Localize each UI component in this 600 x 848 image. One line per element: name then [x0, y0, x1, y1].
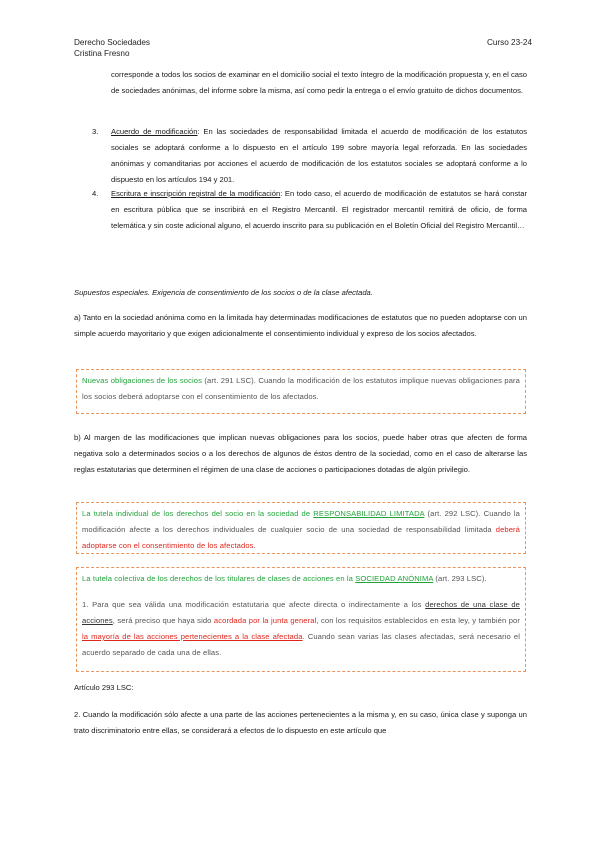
callout-3-class-rights: derechos de una clase de acciones	[82, 600, 520, 625]
callout-3-title	[82, 571, 520, 587]
callout-new-obligations	[76, 369, 526, 414]
list-item-4-text: : En todo caso, el acuerdo de modificación de estatutos se hará constar en escritura pública que se inscribirá en el Registro Mercantil. El registrador mercantil remitirá de oficio, de forma telemática y sin coste adicional alguno, el acuerdo inscrito para su publicación en el Boletín Oficial del Registro Mercantil…	[111, 189, 527, 230]
author-name: Cristina Fresno	[74, 49, 130, 58]
callout-1-text: (art. 291 LSC). Cuando la modificación de los estatutos implique nuevas obligaciones para los socios deberá adoptarse con el consentimiento de los afectados.	[82, 376, 520, 401]
callout-3-general-meeting: acordada por la junta general	[213, 616, 317, 625]
list-item-3	[111, 124, 527, 188]
course-year: Curso 23-24	[486, 38, 532, 47]
callout-2-ref: (art. 292 LSC).	[424, 509, 484, 518]
callout-3-ref: (art. 293 LSC).	[433, 574, 487, 583]
callout-collective-protection	[76, 567, 526, 672]
list-number-4: 4.	[92, 189, 99, 198]
continuation-paragraph: corresponde a todos los socios de examinar en el domicilio social el texto íntegro de la modificación propuesta y, en el caso de sociedades anónimas, del informe sobre la misma, así como pedir la entrega o el envío gratuito de dichos documentos.	[111, 70, 527, 95]
callout-3-p-end: . Cuando sean varias las clases afectadas, será necesario el acuerdo separado de cada una de ellas.	[82, 632, 520, 657]
callout-3-class-majority: la mayoría de las acciones pertenecientes a la clase afectada	[82, 632, 303, 641]
paragraph-a: a) Tanto en la sociedad anónima como en la limitada hay determinadas modificaciones de estatutos que no pueden adoptarse con un simple acuerdo mayoritario y que exigen adicionalmente el consentimiento individual y expreso de los socios afectados.	[74, 313, 527, 338]
callout-individual-protection	[76, 502, 526, 554]
callout-3-p-mid2: , con los requisitos establecidos en esta ley, y también por	[316, 616, 520, 625]
header-left	[74, 37, 150, 59]
article-label: Artículo 293 LSC:	[74, 683, 134, 692]
paragraph-b: b) Al margen de las modificaciones que implican nuevas obligaciones para los socios, puede haber otras que afecten de forma negativa solo a determinados socios o a los derechos de algunos de éstos dentro de la sociedad, como en el caso de alterarse las reglas estatutarias que determinen el régimen de una clase de acciones o participaciones dotadas de algún privilegio.	[74, 433, 527, 474]
list-item-4-title: Escritura e inscripción registral de la modificación	[111, 189, 281, 198]
callout-3-p-mid1: , será preciso que haya sido	[112, 616, 214, 625]
callout-3-p-start: 1. Para que sea válida una modificación estatutaria que afecte directa o indirectamente a los	[82, 600, 426, 609]
callout-2-text: Cuando la modificación afecte a los derechos individuales de cualquier socio de una sociedad de responsabilidad limitada	[82, 509, 520, 534]
list-number-3: 3.	[92, 127, 99, 136]
section-heading: Supuestos especiales. Exigencia de consentimiento de los socios o de la clase afectada.	[74, 288, 373, 297]
callout-3-spacer	[82, 587, 520, 597]
paragraph-2: 2. Cuando la modificación sólo afecte a una parte de las acciones pertenecientes a la misma y, en su caso, única clase y suponga un trato discriminatorio entre ellas, se considerará a efectos de lo dispuesto en este artículo que	[74, 710, 527, 735]
callout-3-paragraph	[82, 597, 520, 661]
callout-3-company-type: SOCIEDAD ANÓNIMA	[355, 574, 434, 583]
callout-2-company-type: RESPONSABILIDAD LIMITADA	[313, 509, 425, 518]
course-name: Derecho Sociedades	[74, 38, 151, 47]
callout-3-title-text: La tutela colectiva de los derechos de los titulares de clases de acciones en la	[82, 574, 356, 583]
list-item-3-title: Acuerdo de modificación	[111, 127, 198, 136]
callout-2-consent: deberá adoptarse con el consentimiento de los afectados	[82, 525, 520, 550]
callout-1-highlight: Nuevas obligaciones de los socios	[82, 376, 203, 385]
callout-2-highlight: La tutela individual de los derechos del socio en la sociedad de	[82, 509, 314, 518]
list-item-3-text: : En las sociedades de responsabilidad limitada el acuerdo de modificación de los estatutos sociales se adoptará conforme a lo dispuesto en el artículo 199 sobre mayoría legal reforzada. En las sociedades anónimas y comanditarias por acciones el acuerdo de modificación de los estatutos sociales se adoptará conforme a lo dispuesto en los artículos 194 y 201.	[111, 127, 527, 184]
list-item-4	[111, 186, 527, 234]
callout-2-end: .	[253, 541, 256, 550]
